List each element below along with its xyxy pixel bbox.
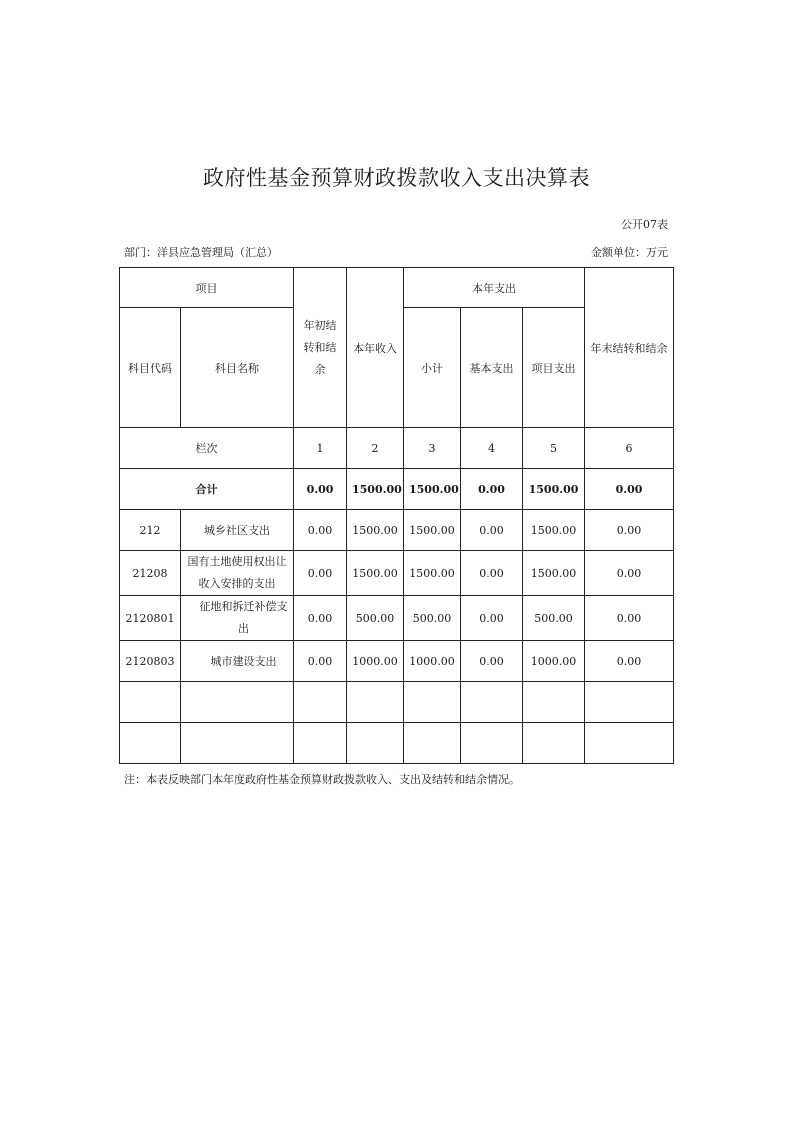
row-basic: 0.00 xyxy=(461,596,523,641)
row-code: 2120803 xyxy=(120,641,181,682)
empty-row xyxy=(120,723,674,764)
department-label: 部门：洋县应急管理局（汇总） xyxy=(124,246,278,259)
table-row xyxy=(120,510,674,551)
header-expense: 本年支出 xyxy=(404,268,585,308)
row-subtotal: 1500.00 xyxy=(404,551,461,596)
row-end: 0.00 xyxy=(585,510,674,551)
row-begin: 0.00 xyxy=(294,596,347,641)
header-end-balance: 年末结转和结余 xyxy=(585,268,674,428)
header-begin-balance: 年初结转和结余 xyxy=(294,268,347,428)
table-row xyxy=(120,641,674,682)
row-begin: 0.00 xyxy=(294,551,347,596)
total-subtotal: 1500.00 xyxy=(404,469,461,510)
header-project: 项目 xyxy=(120,268,294,308)
total-label: 合计 xyxy=(120,469,294,510)
row-end: 0.00 xyxy=(585,641,674,682)
row-subtotal: 500.00 xyxy=(404,596,461,641)
header-name: 科目名称 xyxy=(181,308,294,428)
row-income: 1000.00 xyxy=(347,641,404,682)
header-basic: 基本支出 xyxy=(461,308,523,428)
row-end: 0.00 xyxy=(585,596,674,641)
row-project: 1500.00 xyxy=(523,551,585,596)
row-end: 0.00 xyxy=(585,551,674,596)
budget-table xyxy=(119,267,674,764)
row-project: 1000.00 xyxy=(523,641,585,682)
row-project: 1500.00 xyxy=(523,510,585,551)
total-income: 1500.00 xyxy=(347,469,404,510)
header-subtotal: 小计 xyxy=(404,308,461,428)
row-project: 500.00 xyxy=(523,596,585,641)
row-code: 212 xyxy=(120,510,181,551)
page-title: 政府性基金预算财政拨款收入支出决算表 xyxy=(203,166,590,190)
total-basic: 0.00 xyxy=(461,469,523,510)
empty-row xyxy=(120,682,674,723)
column-number: 2 xyxy=(347,428,404,469)
row-income: 1500.00 xyxy=(347,551,404,596)
table-row xyxy=(120,551,674,596)
total-begin: 0.00 xyxy=(294,469,347,510)
column-number-label: 栏次 xyxy=(120,428,294,469)
column-number: 5 xyxy=(523,428,585,469)
row-begin: 0.00 xyxy=(294,641,347,682)
row-subtotal: 1500.00 xyxy=(404,510,461,551)
header-income: 本年收入 xyxy=(347,268,404,428)
total-project: 1500.00 xyxy=(523,469,585,510)
row-subtotal: 1000.00 xyxy=(404,641,461,682)
row-name: 国有土地使用权出让收入安排的支出 xyxy=(181,551,294,596)
column-number: 4 xyxy=(461,428,523,469)
row-income: 1500.00 xyxy=(347,510,404,551)
row-basic: 0.00 xyxy=(461,641,523,682)
row-begin: 0.00 xyxy=(294,510,347,551)
column-number: 6 xyxy=(585,428,674,469)
row-code: 2120801 xyxy=(120,596,181,641)
column-number: 1 xyxy=(294,428,347,469)
row-name: 城市建设支出 xyxy=(181,641,294,682)
row-name: 征地和拆迁补偿支出 xyxy=(181,596,294,641)
header-project-expense: 项目支出 xyxy=(523,308,585,428)
form-number: 公开07表 xyxy=(621,218,668,231)
footnote: 注：本表反映部门本年度政府性基金预算财政拨款收入、支出及结转和结余情况。 xyxy=(124,773,520,786)
column-number: 3 xyxy=(404,428,461,469)
total-row xyxy=(120,469,674,510)
row-basic: 0.00 xyxy=(461,510,523,551)
total-end: 0.00 xyxy=(585,469,674,510)
unit-label: 金额单位：万元 xyxy=(591,246,668,259)
header-code: 科目代码 xyxy=(120,308,181,428)
column-number-row xyxy=(120,428,674,469)
row-code: 21208 xyxy=(120,551,181,596)
row-income: 500.00 xyxy=(347,596,404,641)
table-row xyxy=(120,596,674,641)
row-basic: 0.00 xyxy=(461,551,523,596)
row-name: 城乡社区支出 xyxy=(181,510,294,551)
